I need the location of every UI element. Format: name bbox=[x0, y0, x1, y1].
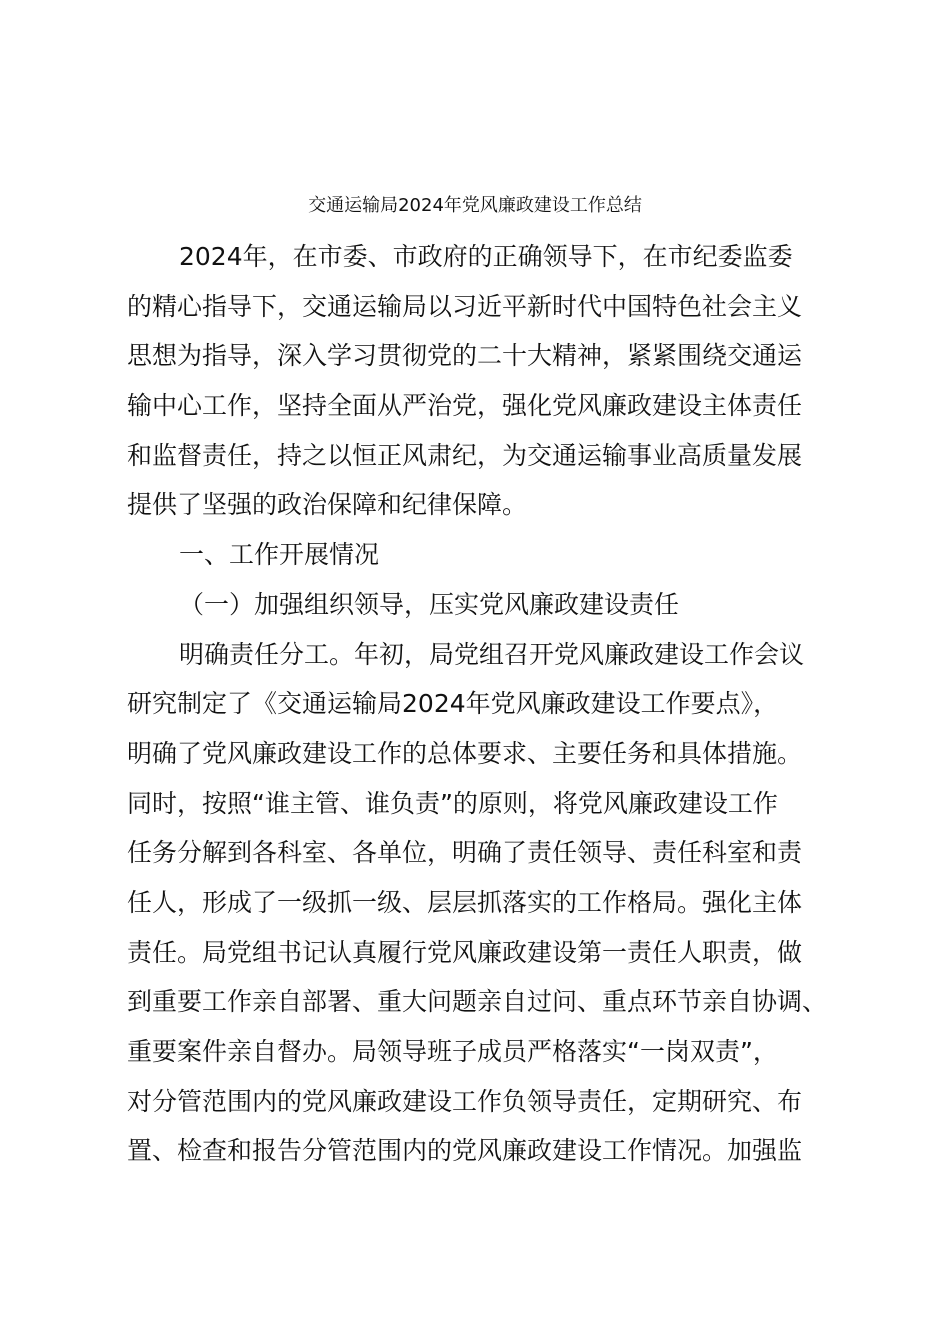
text-line: 置、检查和报告分管范围内的党风廉政建设工作情况。加强监 bbox=[127, 1136, 803, 1166]
text-line: 重要案件亲自督办。局领导班子成员严格落实“一岗双责”， bbox=[127, 1037, 778, 1066]
text-line: 研究制定了《交通运输局2024年党风廉政建设工作要点》， bbox=[127, 689, 779, 719]
text-line: 明确了党风廉政建设工作的总体要求、主要任务和具体措施。 bbox=[127, 738, 803, 768]
text-line: 责任。局党组书记认真履行党风廉政建设第一责任人职责，做 bbox=[127, 937, 803, 967]
text-line: 到重要工作亲自部署、重大问题亲自过问、重点环节亲自协调、 bbox=[127, 987, 828, 1017]
text-line: 对分管范围内的党风廉政建设工作负领导责任，定期研究、布 bbox=[127, 1086, 803, 1116]
text-line: 明确责任分工。年初，局党组召开党风廉政建设工作会议 bbox=[179, 639, 805, 669]
text-line: 2024年，在市委、市政府的正确领导下，在市纪委监委 bbox=[179, 242, 793, 271]
text-line: 任人，形成了一级抓一级、层层抓落实的工作格局。强化主体 bbox=[127, 887, 803, 917]
section-heading: 一、工作开展情况 bbox=[179, 540, 380, 570]
text-line: 任务分解到各科室、各单位，明确了责任领导、责任科室和责 bbox=[127, 838, 803, 868]
text-line: 提供了坚强的政治保障和纪律保障。 bbox=[127, 490, 528, 520]
document-body bbox=[127, 232, 857, 1176]
document-title: 交通运输局2024年党风廉政建设工作总结 bbox=[308, 195, 642, 216]
text-line: 的精心指导下，交通运输局以习近平新时代中国特色社会主义 bbox=[127, 291, 803, 321]
text-line: 和监督责任，持之以恒正风肃纪，为交通运输事业高质量发展 bbox=[127, 440, 803, 470]
subsection-heading: （一）加强组织领导，压实党风廉政建设责任 bbox=[179, 589, 680, 619]
text-line: 同时，按照“谁主管、谁负责”的原则，将党风廉政建设工作 bbox=[127, 788, 778, 818]
text-line: 思想为指导，深入学习贯彻党的二十大精神，紧紧围绕交通运 bbox=[127, 341, 803, 371]
text-line: 输中心工作，坚持全面从严治党，强化党风廉政建设主体责任 bbox=[127, 391, 803, 421]
